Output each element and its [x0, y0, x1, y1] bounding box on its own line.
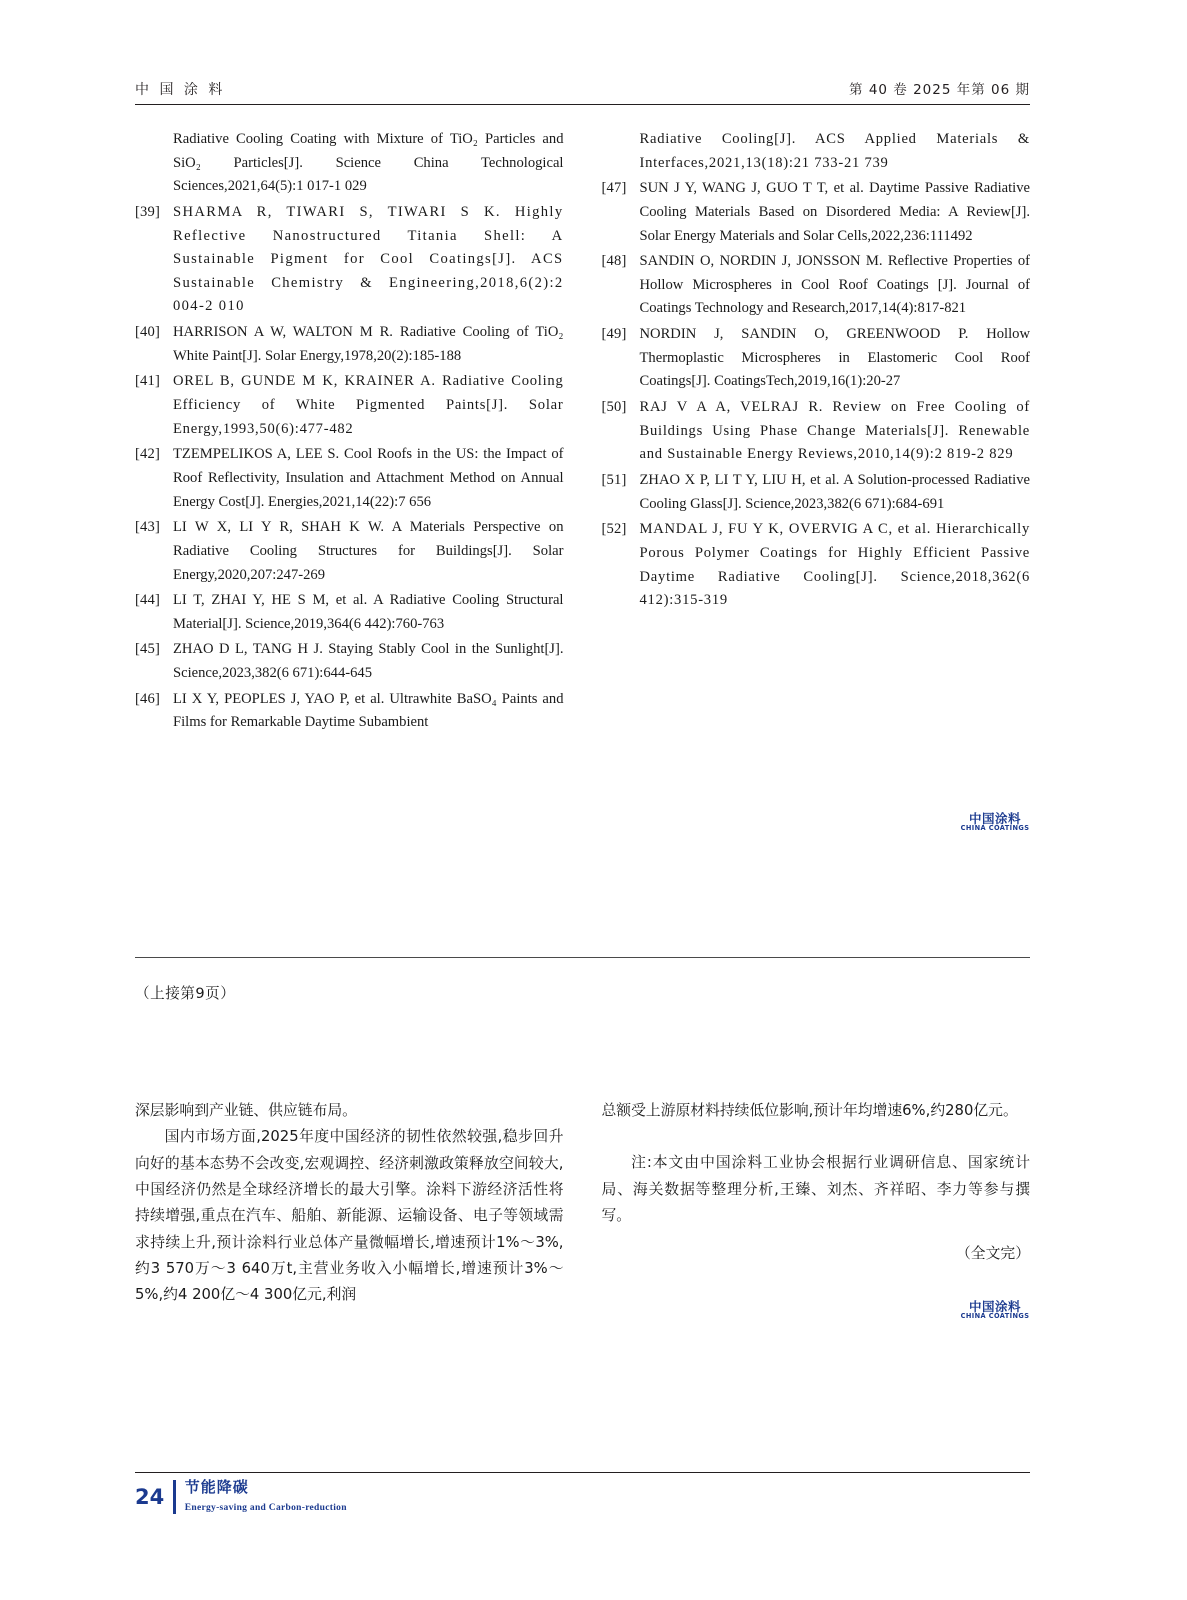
footer-section-zh: 节能降碳 — [184, 1478, 249, 1496]
article-end-mark: （全文完） — [956, 1245, 1030, 1263]
reference-item — [602, 250, 1031, 321]
publisher-logo — [960, 812, 1030, 832]
reference-text: HARRISON A W, WALTON M R. Radiative Cooling of TiO₂ White Paint[J]. Solar Energy,1978,20(2):185-188 — [173, 324, 564, 364]
reference-number: [52] — [601, 521, 627, 538]
reference-number: [47] — [601, 180, 627, 197]
reference-text: SUN J Y, WANG J, GUO T T, et al. Daytime Passive Radiative Cooling Materials Based on Disordered Media: A Review[J]. Solar Energy Materials and Solar Cells,2022,236:111492 — [639, 180, 1030, 244]
footer-section-en: Energy-saving and Carbon-reduction — [184, 1503, 347, 1513]
reference-text: LI X Y, PEOPLES J, YAO P, et al. Ultrawhite BaSO₄ Paints and Films for Remarkable Daytime Subambient — [173, 690, 564, 731]
publisher-logo — [960, 1300, 1030, 1320]
section-divider — [135, 957, 1030, 958]
article-paragraph: 深层影响到产业链、供应链布局。 — [135, 1102, 357, 1119]
reference-text: SANDIN O, NORDIN J, JONSSON M. Reflective Properties of Hollow Microspheres in Cool Roof Coatings [J]. Journal of Coatings Technology and Research,2017,14(4):817-821 — [639, 253, 1030, 317]
reference-item — [135, 638, 564, 685]
article-body — [135, 1098, 1030, 1309]
reference-number — [135, 128, 173, 199]
reference-item — [602, 177, 1031, 248]
reference-number: [46] — [135, 690, 161, 707]
page-number: 24 — [135, 1484, 165, 1509]
reference-text: Radiative Cooling[J]. ACS Applied Materials & Interfaces,2021,13(18):21 733-21 739 — [639, 131, 1030, 171]
reference-text: LI W X, LI Y R, SHAH K W. A Materials Perspective on Radiative Cooling Structures for Buildings[J]. Solar Energy,2020,207:247-269 — [173, 519, 564, 583]
reference-number: [43] — [135, 519, 161, 536]
article-note: 注:本文由中国涂料工业协会根据行业调研信息、国家统计局、海关数据等整理分析,王臻、刘杰、齐祥昭、李力等参与撰写。 — [601, 1154, 1030, 1224]
reference-number: [42] — [135, 446, 161, 463]
reference-column-right — [602, 128, 1031, 737]
continuation-note: （上接第9页） — [135, 985, 236, 1002]
reference-text: ZHAO D L, TANG H J. Staying Stably Cool in the Sunlight[J]. Science,2023,382(6 671):644-645 — [173, 641, 564, 682]
reference-text: MANDAL J, FU Y K, OVERVIG A C, et al. Hierarchically Porous Polymer Coatings for Highly Efficient Passive Daytime Radiative Cooling[J]. Science,2018,362(6 412):315-319 — [639, 521, 1030, 609]
reference-item — [602, 128, 1031, 175]
reference-item — [602, 469, 1031, 516]
publisher-logo-zh: 中国涂料 — [968, 811, 1021, 826]
reference-number: [41] — [135, 373, 161, 390]
reference-item — [135, 516, 564, 587]
journal-name: 中 国 涂 料 — [135, 82, 226, 98]
reference-item — [602, 396, 1031, 467]
footer-divider — [173, 1480, 176, 1514]
reference-number: [44] — [135, 592, 161, 609]
reference-column-left — [135, 128, 564, 737]
reference-item — [602, 323, 1031, 394]
reference-text: LI T, ZHAI Y, HE S M, et al. A Radiative Cooling Structural Material[J]. Science,2019,364(6 442):760-763 — [173, 592, 564, 632]
footer-section — [185, 1478, 347, 1515]
page-footer — [135, 1478, 347, 1515]
reference-number: [39] — [135, 203, 161, 220]
article-column-left — [135, 1098, 564, 1309]
reference-item — [602, 518, 1031, 613]
reference-text: SHARMA R, TIWARI S, TIWARI S K. Highly Reflective Nanostructured Titania Shell: A Sustainable Pigment for Cool Coatings[J]. ACS Sustainable Chemistry & Engineering,2018,6(2):2 004-2 010 — [173, 203, 564, 315]
reference-item — [135, 443, 564, 514]
reference-number: [45] — [135, 641, 161, 658]
publisher-logo-zh: 中国涂料 — [968, 1299, 1021, 1314]
reference-number: [49] — [601, 326, 627, 343]
article-paragraph: 国内市场方面,2025年度中国经济的韧性依然较强,稳步回升向好的基本态势不会改变,宏观调控、经济刺激政策释放空间较大,中国经济仍然是全球经济增长的最大引擎。涂料下游经济活性将持续增强,重点在汽车、船舶、新能源、运输设备、电子等领域需求持续上升,预计涂料行业总体产量微幅增长,增速预计1%～3%,约3 570万～3 640万t,主营业务收入小幅增长,增速预计3%～5%,约4 200亿～4 300亿元,利润 — [135, 1128, 564, 1304]
reference-number: [48] — [601, 253, 627, 270]
reference-item — [135, 201, 564, 319]
header-rule — [135, 104, 1030, 105]
reference-item — [135, 589, 564, 636]
article-paragraph: 总额受上游原材料持续低位影响,预计年均增速6%,约280亿元。 — [601, 1102, 1018, 1119]
reference-list — [135, 128, 1030, 737]
reference-text: ZHAO X P, LI T Y, LIU H, et al. A Solution-processed Radiative Cooling Glass[J]. Science,2023,382(6 671):684-691 — [639, 471, 1030, 512]
reference-text: TZEMPELIKOS A, LEE S. Cool Roofs in the US: the Impact of Roof Reflectivity, Insulation and Attachment Method on Annual Energy Cost[J]. Energies,2021,14(22):7 656 — [173, 446, 564, 510]
reference-text: OREL B, GUNDE M K, KRAINER A. Radiative Cooling Efficiency of White Pigmented Paints[J]. Solar Energy,1993,50(6):477-482 — [173, 373, 564, 437]
reference-text: RAJ V A A, VELRAJ R. Review on Free Cooling of Buildings Using Phase Change Materials[J]. Renewable and Sustainable Energy Reviews,2010,14(9):2 819-2 829 — [639, 399, 1030, 463]
reference-number — [602, 128, 640, 175]
running-head — [135, 78, 1030, 99]
publisher-logo-en: CHINA COATINGS — [960, 1312, 1030, 1321]
article-column-right — [602, 1098, 1031, 1309]
footer-rule — [135, 1472, 1030, 1473]
reference-number: [50] — [601, 399, 627, 416]
publisher-logo-en: CHINA COATINGS — [960, 824, 1030, 833]
reference-item — [135, 128, 564, 199]
issue-info: 第 40 卷 2025 年第 06 期 — [849, 82, 1030, 98]
reference-number: [51] — [601, 471, 627, 488]
reference-item — [135, 321, 564, 368]
reference-number: [40] — [135, 324, 161, 341]
reference-text: NORDIN J, SANDIN O, GREENWOOD P. Hollow Thermoplastic Microspheres in Elastomeric Cool Roof Coatings[J]. CoatingsTech,2019,16(1):20-27 — [639, 326, 1030, 390]
reference-item — [135, 370, 564, 441]
reference-item — [135, 688, 564, 735]
reference-text: Radiative Cooling Coating with Mixture of TiO₂ Particles and SiO₂ Particles[J]. Science China Technological Sciences,2021,64(5):1 017-1 029 — [173, 131, 564, 195]
